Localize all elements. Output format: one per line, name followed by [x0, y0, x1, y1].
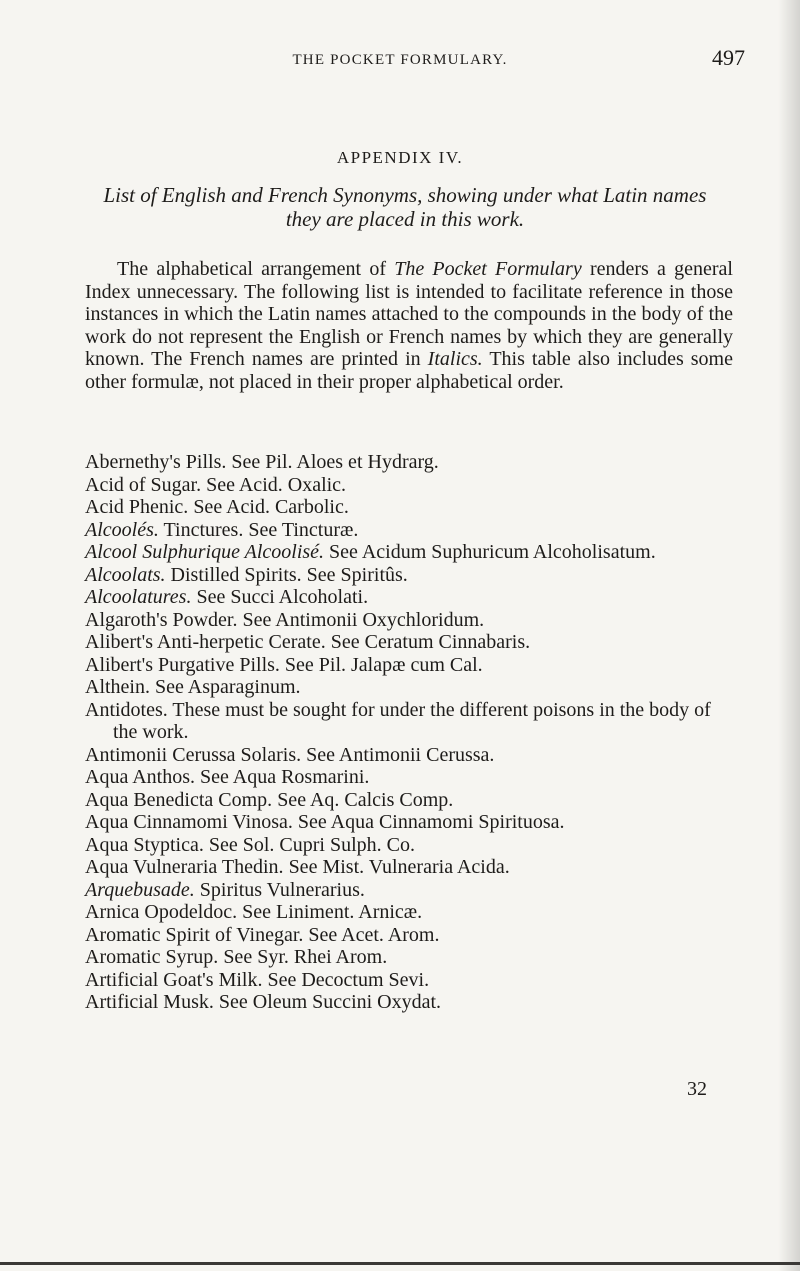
- synonym-term: Artificial Musk.: [85, 991, 214, 1013]
- synonym-reference: See Antimonii Oxychloridum.: [242, 608, 485, 631]
- synonym-term: Arquebusade.: [85, 878, 195, 901]
- synonym-reference: See Acidum Suphuricum Alcoholisatum.: [329, 541, 656, 563]
- synonym-term: Aromatic Spirit of Vinegar.: [85, 923, 304, 946]
- intro-italic-word: Italics.: [427, 348, 483, 370]
- synonym-reference: See Antimonii Cerussa.: [306, 743, 495, 766]
- synonym-reference: Spiritus Vulnerarius.: [199, 878, 365, 901]
- synonym-term: Alibert's Purgative Pills.: [85, 653, 280, 676]
- synonym-term: Algaroth's Powder.: [85, 608, 238, 631]
- synonym-entry: [85, 856, 733, 879]
- synonym-entry: [85, 879, 733, 902]
- synonym-reference: See Aqua Cinnamomi Spirituosa.: [297, 811, 565, 833]
- synonym-reference: See Liniment. Arnicæ.: [242, 901, 423, 923]
- intro-italic-title: The Pocket Formulary: [394, 258, 582, 280]
- synonym-term: Acid of Sugar.: [85, 473, 202, 496]
- synonym-reference: See Oleum Succini Oxydat.: [218, 991, 442, 1013]
- synonym-term: Alcoolatures.: [85, 586, 192, 608]
- synonym-term: Aqua Benedicta Comp.: [85, 788, 273, 811]
- synonym-entry: [85, 901, 733, 924]
- synonym-term: Abernethy's Pills.: [85, 451, 227, 473]
- synonym-reference: See Aqua Rosmarini.: [200, 766, 370, 788]
- synonym-entry: [85, 924, 733, 947]
- synonym-entry: [85, 811, 733, 834]
- synonym-entry: [85, 969, 733, 992]
- synonym-term: Aqua Cinnamomi Vinosa.: [85, 811, 293, 833]
- intro-text-part2: renders a general Index unnecessary. The following list is intended to facilitate reference in those instances in which the Latin names attached to the compounds in the body of the work do not represent the English or French names by which they are generally known. The French names are printed in: [85, 258, 733, 370]
- synonym-reference: See Acet. Arom.: [308, 923, 440, 946]
- synonym-term: Arnica Opodeldoc.: [85, 901, 238, 923]
- synonym-reference: See Syr. Rhei Arom.: [223, 946, 388, 968]
- synonym-entry: [85, 676, 733, 699]
- synonym-term: Aqua Vulneraria Thedin.: [85, 856, 284, 878]
- synonym-reference: Tinctures. See Tincturæ.: [163, 518, 359, 541]
- appendix-heading: APPENDIX IV.: [336, 148, 464, 167]
- intro-paragraph: [85, 258, 733, 393]
- synonym-entry: [85, 519, 733, 542]
- synonym-reference: See Acid. Carbolic.: [193, 496, 349, 518]
- bottom-edge-rule: [0, 1262, 800, 1265]
- synonym-entry: [85, 496, 733, 519]
- appendix-subtitle: List of English and French Synonyms, showing under what Latin names they are placed in this work.: [103, 183, 707, 231]
- synonym-entry: [85, 991, 733, 1014]
- running-title: THE POCKET FORMULARY.: [292, 52, 508, 68]
- synonym-term: Antimonii Cerussa Solaris.: [85, 743, 302, 766]
- synonym-entry: [85, 451, 733, 474]
- synonym-term: Alibert's Anti-herpetic Cerate.: [85, 631, 326, 653]
- synonym-entry: [85, 946, 733, 969]
- synonym-entry: [85, 654, 733, 677]
- synonym-entry: [85, 541, 733, 564]
- synonym-reference: See Aq. Calcis Comp.: [277, 788, 454, 811]
- synonym-entry: [85, 699, 733, 744]
- synonym-reference: See Pil. Jalapæ cum Cal.: [284, 653, 483, 676]
- synonym-reference: Distilled Spirits. See Spiritûs.: [170, 563, 408, 586]
- synonym-reference: See Mist. Vulneraria Acida.: [288, 856, 510, 878]
- synonym-entry: [85, 744, 733, 767]
- synonym-reference: See Acid. Oxalic.: [206, 473, 347, 496]
- synonym-reference: These must be sought for under the different poisons in the body of the work.: [113, 698, 711, 743]
- synonym-reference: See Pil. Aloes et Hydrarg.: [231, 451, 439, 473]
- synonym-entry: [85, 609, 733, 632]
- synonym-reference: See Ceratum Cinnabaris.: [330, 631, 531, 653]
- synonym-entry: [85, 834, 733, 857]
- synonym-term: Acid Phenic.: [85, 496, 189, 518]
- synonym-term: Antidotes.: [85, 698, 168, 721]
- synonym-entry: [85, 631, 733, 654]
- synonym-term: Alcool Sulphurique Alcoolisé.: [85, 541, 325, 563]
- synonym-term: Alcoolés.: [85, 518, 159, 541]
- page-edge-shadow: [778, 0, 800, 1271]
- synonym-reference: See Decoctum Sevi.: [267, 968, 430, 991]
- signature-mark: 32: [687, 1078, 707, 1100]
- synonym-term: Alcoolats.: [85, 563, 166, 586]
- synonym-reference: See Sol. Cupri Sulph. Co.: [208, 833, 416, 856]
- synonym-term: Aqua Anthos.: [85, 766, 195, 788]
- intro-text-part3: This table also includes some other formulæ, not placed in their proper alphabetical order.: [85, 348, 733, 393]
- synonym-reference: See Asparaginum.: [155, 676, 301, 698]
- synonym-term: Aromatic Syrup.: [85, 946, 219, 968]
- intro-text-part1: The alphabetical arrangement of: [117, 258, 395, 280]
- page-number: 497: [712, 45, 745, 70]
- synonym-term: Althein.: [85, 676, 150, 698]
- synonym-term: Artificial Goat's Milk.: [85, 968, 263, 991]
- synonym-entry: [85, 586, 733, 609]
- synonym-reference: See Succi Alcoholati.: [196, 586, 369, 608]
- synonym-entry: [85, 789, 733, 812]
- synonym-entry: [85, 766, 733, 789]
- synonym-entry: [85, 564, 733, 587]
- synonym-entry: [85, 474, 733, 497]
- synonym-list: [85, 451, 733, 1014]
- synonym-term: Aqua Styptica.: [85, 833, 204, 856]
